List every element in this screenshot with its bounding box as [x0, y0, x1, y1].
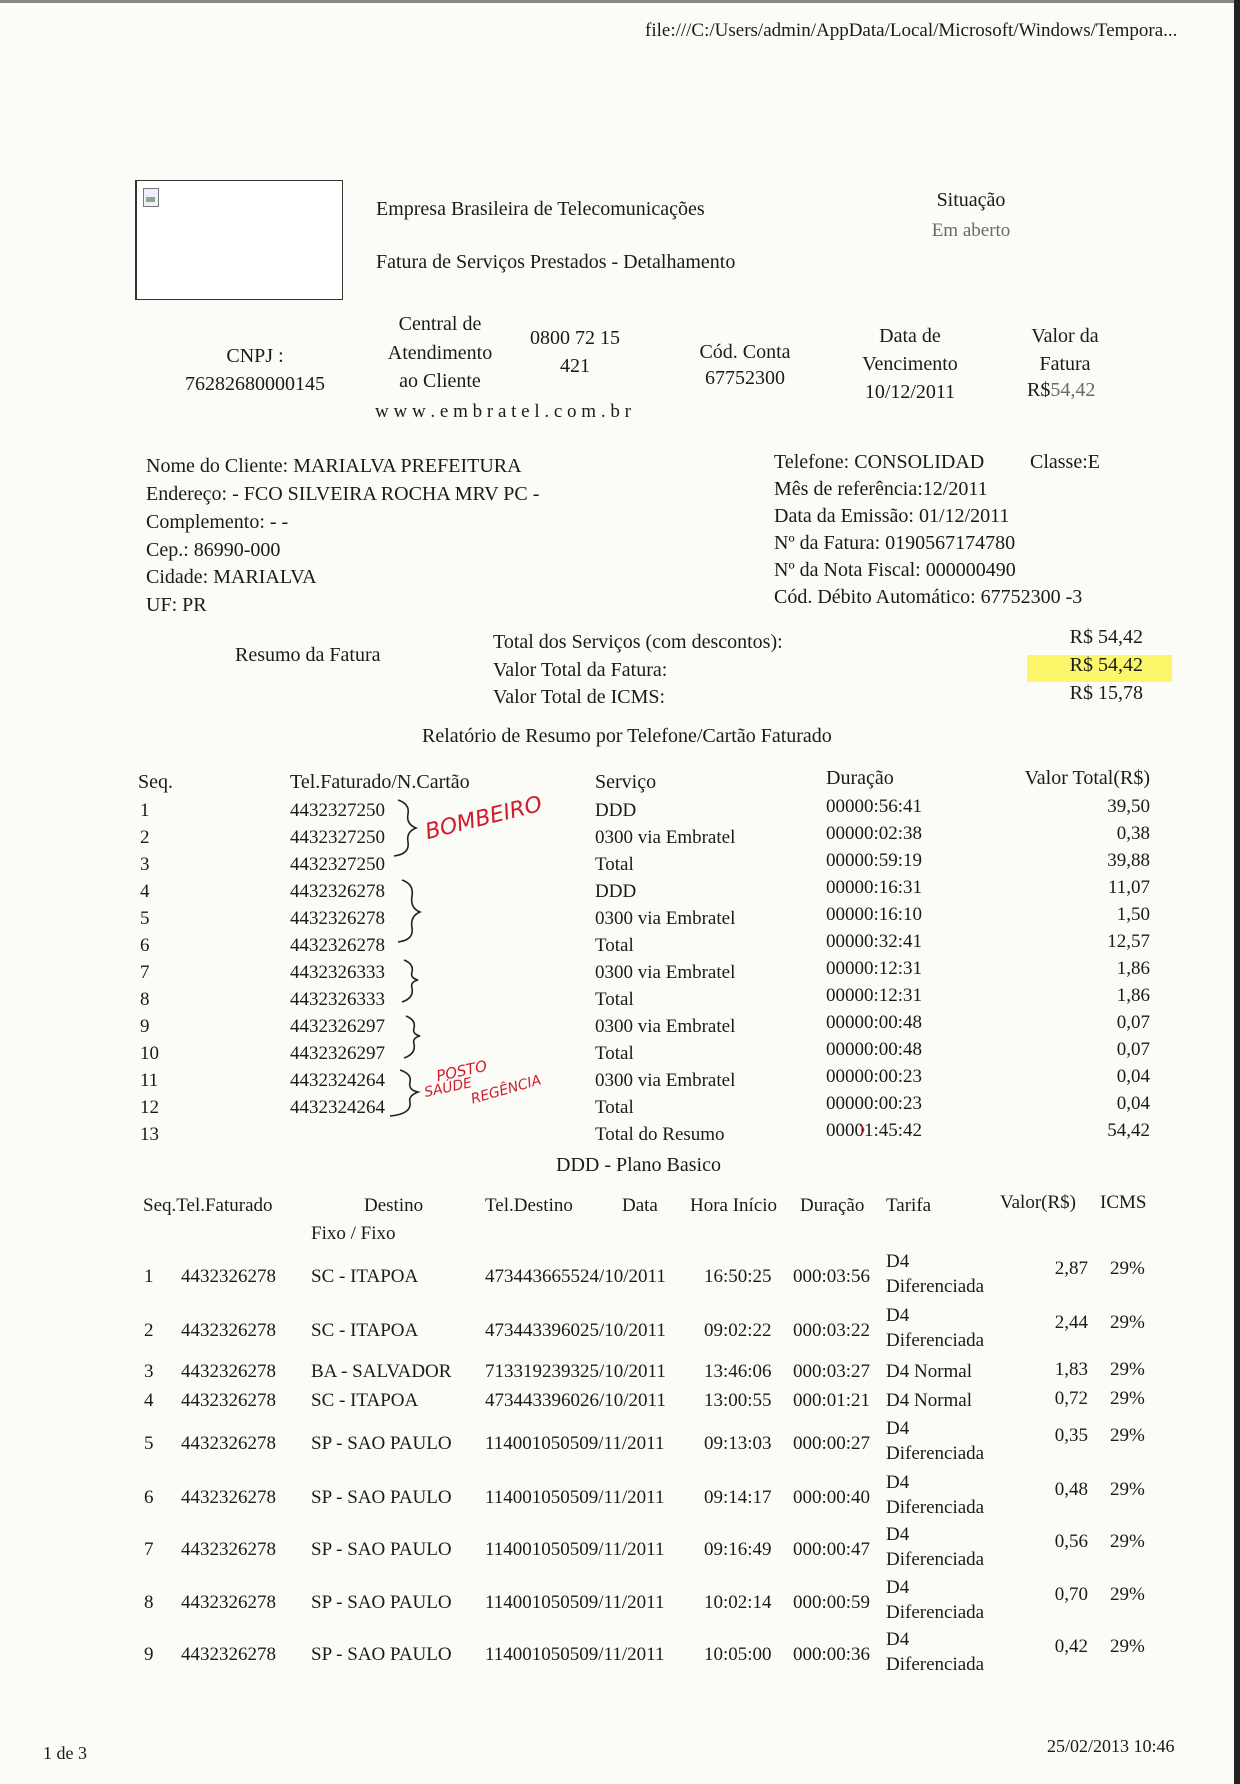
- ddd-cell-t2: Diferenciada: [886, 1497, 985, 1518]
- mes-referencia: Mês de referência:12/2011: [774, 478, 988, 500]
- ddd-cell-t1: D4: [886, 1629, 910, 1650]
- ddd-cell-t1: D4: [886, 1305, 910, 1326]
- rel-cell-duracao: 00000:56:41: [826, 796, 923, 817]
- ddd-cell-icms: 29%: [1110, 1479, 1145, 1500]
- rel-cell-valor: 39,88: [1107, 850, 1150, 871]
- ddd-cell-tel: 4432326278: [181, 1487, 276, 1508]
- rel-cell-valor: 12,57: [1107, 931, 1150, 952]
- ddd-cell-seq: 8: [144, 1592, 154, 1613]
- ddd-cell-dur: 000:03:22: [793, 1320, 871, 1341]
- rel-cell-duracao: 00000:59:19: [826, 850, 923, 871]
- ddd-header-seq-tel: Seq.Tel.Faturado: [143, 1195, 273, 1216]
- rel-cell-servico: 0300 via Embratel: [595, 1070, 736, 1091]
- ddd-cell-tel: 4432326278: [181, 1390, 276, 1411]
- ddd-cell-destino: SP - SAO PAULO: [311, 1592, 452, 1613]
- doc-title: Fatura de Serviços Prestados - Detalhamento: [376, 251, 736, 273]
- rel-cell-valor: 0,07: [1116, 1039, 1150, 1060]
- relatorio-title: Relatório de Resumo por Telefone/Cartão Faturado: [422, 725, 832, 747]
- ddd-header-destino-sub: Fixo / Fixo: [311, 1223, 396, 1244]
- ddd-cell-hora: 10:05:00: [704, 1644, 772, 1665]
- cliente-endereco: Endereço: - FCO SILVEIRA ROCHA MRV PC -: [146, 483, 540, 505]
- ddd-cell-t1: D4: [886, 1418, 910, 1439]
- ddd-cell-seq: 6: [144, 1487, 154, 1508]
- rel-cell-valor: 1,50: [1116, 904, 1150, 925]
- ddd-cell-t2: Diferenciada: [886, 1443, 985, 1464]
- central-line2: Atendimento: [387, 342, 493, 364]
- resumo-title: Resumo da Fatura: [235, 644, 381, 666]
- situacao-label: Situação: [936, 189, 1006, 211]
- rel-cell-tel: 4432326333: [290, 989, 385, 1010]
- ddd-cell-valor: 2,44: [1054, 1312, 1088, 1333]
- vencimento-value: 10/12/2011: [864, 381, 956, 403]
- cliente-uf: UF: PR: [146, 594, 207, 616]
- rel-cell-seq: 2: [140, 827, 150, 848]
- ddd-cell-destino: SP - SAO PAULO: [311, 1539, 452, 1560]
- rel-cell-duracao: 00000:12:31: [826, 958, 923, 979]
- rel-cell-duracao: 00000:12:31: [826, 985, 923, 1006]
- vencimento-line1: Data de: [879, 325, 941, 347]
- ddd-cell-destino: SP - SAO PAULO: [311, 1487, 452, 1508]
- ddd-cell-seq: 4: [144, 1390, 154, 1411]
- ddd-cell-seq: 2: [144, 1320, 154, 1341]
- rel-cell-duracao: 00000:16:10: [826, 904, 923, 925]
- ddd-cell-tel: 4432326278: [181, 1320, 276, 1341]
- ddd-cell-teldata: 114001050509/11/2011: [485, 1539, 665, 1560]
- ddd-title: DDD - Plano Basico: [556, 1154, 721, 1176]
- ddd-cell-t2: Diferenciada: [886, 1654, 985, 1675]
- rel-cell-seq: 11: [140, 1070, 159, 1091]
- rel-cell-valor: 1,86: [1116, 985, 1150, 1006]
- ddd-cell-seq: 3: [144, 1361, 154, 1382]
- ddd-cell-dur: 000:03:56: [793, 1266, 871, 1287]
- ddd-cell-t1: D4: [886, 1524, 910, 1545]
- cod-conta-label: Cód. Conta: [699, 341, 791, 363]
- rel-cell-duracao: 00000:00:23: [826, 1093, 923, 1114]
- resumo-value-2: R$ 54,42: [1069, 654, 1143, 676]
- rel-cell-seq: 9: [140, 1016, 150, 1037]
- ddd-cell-dur: 000:00:36: [793, 1644, 871, 1665]
- central-line3: ao Cliente: [399, 370, 481, 392]
- rel-cell-servico: Total: [595, 1097, 634, 1118]
- cliente-telefone: Telefone: CONSOLIDAD: [774, 451, 985, 473]
- rel-cell-seq: 3: [140, 854, 150, 875]
- rel-cell-valor: 39,50: [1107, 796, 1150, 817]
- rel-cell-tel: 4432327250: [290, 800, 385, 821]
- rel-cell-seq: 5: [140, 908, 150, 929]
- ddd-cell-hora: 09:02:22: [704, 1320, 772, 1341]
- rel-cell-servico: DDD: [595, 881, 637, 902]
- ddd-cell-t2: Diferenciada: [886, 1602, 985, 1623]
- ddd-cell-seq: 5: [144, 1433, 154, 1454]
- ddd-cell-dur: 000:00:59: [793, 1592, 871, 1613]
- rel-cell-servico: Total: [595, 989, 634, 1010]
- ddd-cell-valor: 1,83: [1054, 1359, 1088, 1380]
- ddd-cell-icms: 29%: [1110, 1531, 1145, 1552]
- rel-cell-valor: 54,42: [1107, 1120, 1150, 1141]
- rel-cell-tel: 4432326278: [290, 935, 385, 956]
- ddd-cell-tel: 4432326278: [181, 1433, 276, 1454]
- ddd-header-destino: Destino: [364, 1195, 424, 1216]
- ddd-cell-teldata: 114001050509/11/2011: [485, 1487, 665, 1508]
- ddd-cell-t2: Diferenciada: [886, 1549, 985, 1570]
- ddd-cell-teldata: 114001050509/11/2011: [485, 1433, 665, 1454]
- cliente-classe: Classe:E: [1030, 451, 1100, 473]
- rel-header-valor: Valor Total(R$): [1024, 767, 1150, 789]
- rel-cell-seq: 4: [140, 881, 150, 902]
- ddd-cell-tel: 4432326278: [181, 1361, 276, 1382]
- rel-cell-duracao: 00000:16:31: [826, 877, 923, 898]
- ddd-cell-valor: 0,72: [1054, 1388, 1088, 1409]
- ddd-cell-teldata: 114001050509/11/2011: [485, 1592, 665, 1613]
- cliente-nome: Nome do Cliente: MARIALVA PREFEITURA: [146, 455, 522, 477]
- ddd-cell-seq: 1: [144, 1266, 154, 1287]
- ddd-cell-hora: 09:14:17: [704, 1487, 772, 1508]
- rel-cell-tel: 4432326333: [290, 962, 385, 983]
- rel-cell-duracao: 00000:00:23: [826, 1066, 923, 1087]
- ddd-cell-t1: D4: [886, 1251, 910, 1272]
- ddd-cell-hora: 13:46:06: [704, 1361, 772, 1382]
- ddd-cell-dur: 000:03:27: [793, 1361, 871, 1382]
- ddd-cell-dur: 000:00:40: [793, 1487, 871, 1508]
- rel-cell-valor: 0,04: [1116, 1066, 1150, 1087]
- ddd-cell-teldata: 473443396026/10/2011: [485, 1390, 666, 1411]
- rel-header-duracao: Duração: [826, 767, 894, 789]
- ddd-cell-teldata: 473443665524/10/2011: [485, 1266, 666, 1287]
- browser-path: file:///C:/Users/admin/AppData/Local/Microsoft/Windows/Tempora...: [645, 20, 1178, 41]
- rel-cell-servico: Total: [595, 1043, 634, 1064]
- rel-cell-tel: 4432327250: [290, 854, 385, 875]
- central-line1: Central de: [398, 313, 482, 335]
- resumo-label-3: Valor Total de ICMS:: [493, 686, 666, 708]
- handwritten-bombeiro: BOMBEIRO: [422, 791, 545, 846]
- ddd-cell-hora: 09:16:49: [704, 1539, 772, 1560]
- ddd-cell-icms: 29%: [1110, 1425, 1145, 1446]
- ddd-cell-teldata: 114001050509/11/2011: [485, 1644, 665, 1665]
- rel-cell-servico: Total: [595, 854, 634, 875]
- rel-cell-seq: 6: [140, 935, 150, 956]
- cnpj-value: 76282680000145: [185, 373, 325, 395]
- cliente-cidade: Cidade: MARIALVA: [146, 566, 317, 588]
- ddd-cell-t1: D4: [886, 1577, 910, 1598]
- rel-cell-tel: 4432326278: [290, 908, 385, 929]
- ddd-cell-tel: 4432326278: [181, 1644, 276, 1665]
- rel-cell-duracao: 00001:45:42: [826, 1120, 923, 1141]
- rel-header-seq: Seq.: [138, 771, 173, 793]
- ddd-cell-t2: Diferenciada: [886, 1330, 985, 1351]
- company-name: Empresa Brasileira de Telecomunicações: [376, 198, 705, 220]
- ddd-cell-destino: SP - SAO PAULO: [311, 1433, 452, 1454]
- rel-cell-tel: 4432326297: [290, 1016, 385, 1037]
- rel-header-servico: Serviço: [595, 771, 657, 793]
- ddd-cell-valor: 0,70: [1054, 1584, 1088, 1605]
- rel-cell-tel: 4432327250: [290, 827, 385, 848]
- ddd-cell-valor: 0,48: [1054, 1479, 1088, 1500]
- ddd-cell-hora: 09:13:03: [704, 1433, 772, 1454]
- ddd-cell-tel: 4432326278: [181, 1592, 276, 1613]
- rel-cell-seq: 12: [140, 1097, 159, 1118]
- valor-fatura-line2: Fatura: [1039, 353, 1091, 375]
- ddd-cell-destino: SP - SAO PAULO: [311, 1644, 452, 1665]
- ddd-cell-valor: 0,56: [1054, 1531, 1088, 1552]
- ddd-cell-teldata: 473443396025/10/2011: [485, 1320, 666, 1341]
- ddd-cell-icms: 29%: [1110, 1359, 1145, 1380]
- ddd-header-data: Data: [622, 1195, 658, 1216]
- rel-cell-servico: DDD: [595, 800, 637, 821]
- ddd-cell-icms: 29%: [1110, 1636, 1145, 1657]
- rel-header-tel: Tel.Faturado/N.Cartão: [290, 771, 470, 793]
- page-number: 1 de 3: [43, 1743, 87, 1763]
- ddd-cell-icms: 29%: [1110, 1584, 1145, 1605]
- rel-cell-duracao: 00000:02:38: [826, 823, 923, 844]
- resumo-label-2: Valor Total da Fatura:: [493, 659, 668, 681]
- ddd-header-icms: ICMS: [1100, 1192, 1147, 1213]
- website: w w w . e m b r a t e l . c o m . b r: [375, 401, 631, 422]
- rel-cell-seq: 7: [140, 962, 150, 983]
- ddd-cell-t1: D4 Normal: [886, 1361, 973, 1382]
- central-phone-line1: 0800 72 15: [530, 327, 620, 349]
- print-timestamp: 25/02/2013 10:46: [1047, 1736, 1175, 1756]
- ddd-cell-teldata: 713319239325/10/2011: [485, 1361, 666, 1382]
- rel-cell-tel: 4432324264: [290, 1070, 385, 1091]
- rel-cell-servico: 0300 via Embratel: [595, 908, 736, 929]
- ddd-cell-seq: 7: [144, 1539, 154, 1560]
- rel-cell-valor: 0,07: [1116, 1012, 1150, 1033]
- rel-cell-duracao: 00000:00:48: [826, 1039, 923, 1060]
- resumo-value-3: R$ 15,78: [1069, 682, 1143, 704]
- situacao-value: Em aberto: [931, 220, 1011, 241]
- rel-cell-servico: 0300 via Embratel: [595, 1016, 736, 1037]
- rel-cell-seq: 10: [140, 1043, 159, 1064]
- cnpj-label: CNPJ :: [226, 345, 284, 367]
- rel-cell-servico: Total do Resumo: [595, 1124, 725, 1145]
- handwritten-posto: POSTO: [434, 1056, 489, 1086]
- valor-fatura-value: R$54,42: [1027, 379, 1096, 401]
- rel-cell-servico: Total: [595, 935, 634, 956]
- rel-cell-servico: 0300 via Embratel: [595, 962, 736, 983]
- ddd-cell-icms: 29%: [1110, 1312, 1145, 1333]
- ddd-cell-destino: SC - ITAPOA: [311, 1390, 419, 1411]
- ddd-cell-seq: 9: [144, 1644, 154, 1665]
- ddd-cell-tel: 4432326278: [181, 1266, 276, 1287]
- cliente-complemento: Complemento: - -: [146, 511, 289, 533]
- ddd-cell-icms: 29%: [1110, 1388, 1145, 1409]
- resumo-value-1: R$ 54,42: [1069, 626, 1143, 648]
- cod-debito-automatico: Cód. Débito Automático: 67752300 -3: [774, 586, 1083, 608]
- ddd-header-hora: Hora Início: [690, 1195, 778, 1216]
- ddd-cell-valor: 0,42: [1054, 1636, 1088, 1657]
- ddd-cell-hora: 16:50:25: [704, 1266, 772, 1287]
- ddd-header-duracao: Duração: [800, 1195, 865, 1216]
- data-emissao: Data da Emissão: 01/12/2011: [774, 505, 1010, 527]
- handwritten-regencia: REGÊNCIA: [469, 1072, 544, 1108]
- ddd-cell-destino: SC - ITAPOA: [311, 1266, 419, 1287]
- ddd-cell-hora: 13:00:55: [704, 1390, 772, 1411]
- rel-cell-duracao: 00000:32:41: [826, 931, 923, 952]
- rel-cell-valor: 1,86: [1116, 958, 1150, 979]
- central-phone-line2: 421: [560, 355, 590, 377]
- numero-fatura: Nº da Fatura: 0190567174780: [774, 532, 1016, 554]
- ddd-cell-dur: 000:00:27: [793, 1433, 871, 1454]
- vencimento-line2: Vencimento: [862, 353, 958, 375]
- ddd-header-valor: Valor(R$): [1000, 1192, 1076, 1213]
- ddd-cell-hora: 10:02:14: [704, 1592, 772, 1613]
- ddd-header-tarifa: Tarifa: [886, 1195, 932, 1216]
- rel-cell-valor: 0,38: [1116, 823, 1150, 844]
- rel-cell-tel: 4432326278: [290, 881, 385, 902]
- ddd-cell-destino: BA - SALVADOR: [311, 1361, 452, 1382]
- ddd-cell-tel: 4432326278: [181, 1539, 276, 1560]
- cliente-cep: Cep.: 86990-000: [146, 539, 281, 561]
- rel-cell-servico: 0300 via Embratel: [595, 827, 736, 848]
- ddd-cell-t2: Diferenciada: [886, 1276, 985, 1297]
- ddd-cell-valor: 2,87: [1054, 1258, 1088, 1279]
- ddd-cell-destino: SC - ITAPOA: [311, 1320, 419, 1341]
- ddd-cell-valor: 0,35: [1054, 1425, 1088, 1446]
- ddd-cell-dur: 000:00:47: [793, 1539, 871, 1560]
- ddd-cell-dur: 000:01:21: [793, 1390, 871, 1411]
- rel-cell-duracao: 00000:00:48: [826, 1012, 923, 1033]
- rel-cell-tel: 4432324264: [290, 1097, 385, 1118]
- ddd-cell-icms: 29%: [1110, 1258, 1145, 1279]
- cod-conta-value: 67752300: [705, 367, 785, 389]
- rel-cell-valor: 11,07: [1107, 877, 1150, 898]
- resumo-label-1: Total dos Serviços (com descontos):: [493, 631, 783, 653]
- rel-cell-seq: 8: [140, 989, 150, 1010]
- valor-fatura-line1: Valor da: [1031, 325, 1099, 347]
- ddd-cell-t1: D4 Normal: [886, 1390, 973, 1411]
- numero-nota-fiscal: Nº da Nota Fiscal: 000000490: [774, 559, 1016, 581]
- rel-cell-seq: 1: [140, 800, 150, 821]
- rel-cell-seq: 13: [140, 1124, 159, 1145]
- rel-cell-tel: 4432326297: [290, 1043, 385, 1064]
- handwritten-saude: SAÚDE: [422, 1075, 474, 1101]
- ddd-cell-t1: D4: [886, 1472, 910, 1493]
- rel-cell-valor: 0,04: [1116, 1093, 1150, 1114]
- ddd-header-tel-destino: Tel.Destino: [485, 1195, 573, 1216]
